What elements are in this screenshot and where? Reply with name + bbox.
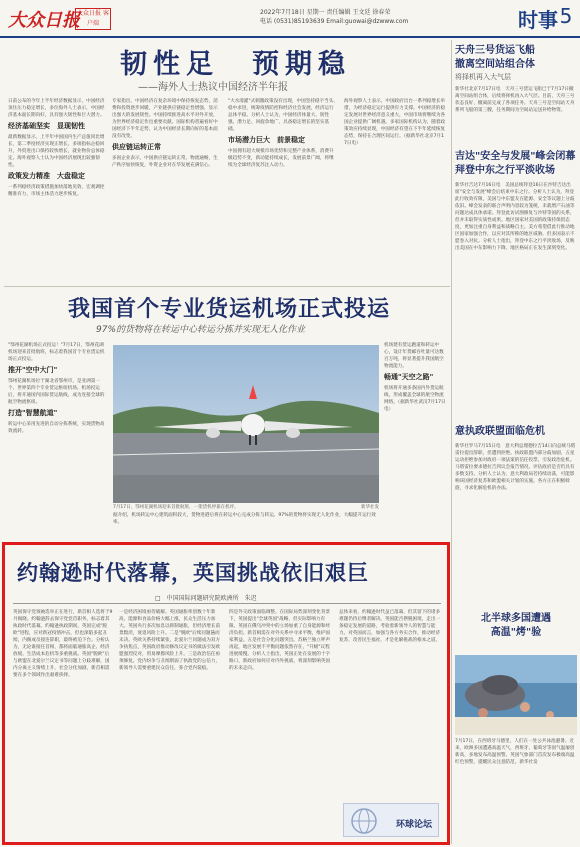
lead-subhead-3: 供应链运转正常 bbox=[112, 143, 161, 151]
app-badge: 大众日报 客户端 bbox=[75, 8, 111, 30]
lead-column-3: "大水漫灌"式刺激政策没有出现，中国坚持稳字当头、稳中求进，统筹疫情防控和经济社会发展，经济运行总体平稳。分析人士认为，中国经济体量大、韧性强、潜力足、回旋余地广，具备稳定增长的坚实基础。 市场潜力巨大 前景稳定 中国拥有超大规模市场优势和完整产业体系，消费升级趋势不变，新动能持续成长，发展前景广阔，将继续为全球经济复苏注入动力。 bbox=[228, 99, 338, 168]
featured-column-3: 四是外交政策面临调整。在国际局势深刻变化背景下，英国提出"全球英国"战略，但实际影响力有限。英国在俄乌冲突中的立场加重了自身能源和经济负担。新首相需在对外关系中寻求平衡，维护国家利益。五是社会分化问题突出。苏格兰独立呼声再起，地区发展不平衡问题依然存在，"升级"议程进展缓慢。分析人士指出，英国正处在发展的十字路口，新政府如何应对内外挑战，将深刻影响英国的未来走向。 bbox=[229, 610, 331, 671]
airport-column-1: "鄂州花湖机场正式投运！"7月17日，鄂州花湖机场迎来首批航班，标志着我国首个专业货运机场正式投运。 推开"空中大门" 鄂州花湖机场位于湖北省鄂州市，是亚洲第一个、世界第四个专业货运枢纽机场。机场投运后，将开通国内国际货运航线，成为连接全球的航空物流枢纽。 打造"智慧航道" 转运中心采用先进的自动分拣系统，实现货物高效流转。 bbox=[8, 342, 108, 537]
featured-headline: 约翰逊时代落幕，英国挑战依旧艰巨 bbox=[17, 560, 369, 585]
story-headline: 天舟三号货运飞船 bbox=[455, 45, 535, 56]
newspaper-logo: 大众日报 bbox=[8, 10, 80, 31]
story-headline: 吉达"安全与发展"峰会闭幕 bbox=[455, 151, 576, 162]
airport-column-2: 机场建有货运跑道和转运中心，设计年货邮吞吐量可达数百万吨，将显著提升我国航空物流能力。 畅通"天空之路" 机场将开通多条国内外货运航线，形成覆盖全球的航空物流网络。（据新华社武汉7月17日电） bbox=[384, 342, 448, 537]
story-headline-2: 拜登中东之行平淡收场 bbox=[455, 165, 555, 176]
featured-byline: □ 中国国际问题研究院欧洲所 朱迟 bbox=[155, 595, 257, 602]
lead-column-1: 日前公布的今年上半年经济数据显示，中国经济顶住压力稳定增长，多位海外人士表示，中国经济基本面长期向好，具有强大韧性和巨大潜力。 经济基础坚实 显现韧性 最新数据显示，上半年中国国内生产总值同比增长，第二季度经济实现正增长，多项指标企稳回升，外贸进出口保持较快增长，就业物价总体稳定。海外观察人士认为中国经济展现出较强韧性。 政策发力精准 大盘稳定 一系列稳经济政策措施加快落地见效，宏观调控精准有力，市场主体活力逐步恢复。 bbox=[8, 99, 105, 197]
masthead bbox=[0, 0, 580, 38]
story-headline: 意执政联盟面临危机 bbox=[455, 426, 545, 437]
lead-subhead-4: 市场潜力巨大 前景稳定 bbox=[228, 136, 305, 144]
featured-article bbox=[2, 542, 450, 845]
photo-caption-text: 7月17日，鄂州花湖机场迎来首批航班，一架货机停靠在机坪。 bbox=[113, 505, 239, 510]
heatwave-photo bbox=[455, 655, 577, 735]
heatwave-body: 7月17日，在西班牙马德里，人们在一处公共泳池避暑。近来，欧洲多国遭遇高温天气，西班牙、葡萄牙等国气温屡创新高，多地发布高温预警。英国气象部门首次发布极端高温红色预警，提醒民众注意防范。新华社发 bbox=[455, 739, 575, 765]
column-logo bbox=[343, 803, 439, 837]
story-body: 新华社吉达7月16日电 美国总统拜登16日在沙特吉达出席"安全与发展"峰会后结束中东之行。分析人士认为，拜登此行收效有限，美国与中东盟友在能源、安全等议题上分歧依旧。峰会发表的联合声明内容较为笼统，未就增产石油等问题达成具体承诺。拜登此访试图修复与沙特等国的关系，但并未取得实质性成果。地区国家对美国的政策持保留态度，更加注重自身利益和战略自主。美方希望借此行推动地区国家加强合作，以应对其所称的地区威胁，但多国表示不愿卷入对抗。分析人士指出，拜登中东之行平淡收场，反映出美国在中东影响力下降，地区格局正在发生深刻变化。 bbox=[455, 183, 575, 251]
airport-subheadline: 97%的货物将在转运中心转运分拣并实现无人化作业 bbox=[96, 325, 306, 335]
story-body: 新华社北京7月17日电 天舟三号货运飞船已于7月17日撤离空间站组合体，后续将择机再入大气层。目前，天舟三号状态良好，撤离前完成了各项任务。天舟三号是空间站天舟系列飞船的第三艘，任务期间为空间站运送补给物资。 bbox=[455, 87, 575, 113]
cargo-plane-photo bbox=[113, 345, 379, 503]
section-divider bbox=[4, 286, 450, 287]
page-number: 5 bbox=[559, 4, 573, 28]
story-headline-2: 高温"烤"验 bbox=[490, 627, 542, 638]
lead-subhead-1: 经济基础坚实 显现韧性 bbox=[8, 122, 85, 130]
issue-date-line: 2022年7月18日 星期一 责任编辑 王文廷 徐春荣 bbox=[260, 9, 391, 16]
sidebar-story-heat bbox=[455, 612, 577, 640]
lead-headline: 韧性足 预期稳 bbox=[120, 49, 351, 80]
featured-column-2: 一是经济困境亟待破解。英国通胀率创数十年新高，能源和食品价格大幅上涨，民众生活压力加大。英国央行多次加息以抑制通胀，但经济增长前景黯淡，衰退风险上升。二是"脱欧"后续问题悬而未决。英欧关系持续紧张，北爱尔兰问题成为双方争执焦点，英国政府推动修改议定书的做法引发欧盟强烈反对，贸易摩擦风险上升。三是政治信任亟须修复。党内纷争与丑闻削弱了执政党的公信力，新领导人需要重建民众信任，弥合党内裂痕。 bbox=[119, 610, 221, 671]
column-divider bbox=[451, 40, 452, 844]
featured-column-1: 英国保守党领袖选举正在进行，新首相人选将于9月揭晓。约翰逊辞去保守党党首职务，标志着其执政时代落幕。约翰逊执政期间，英国完成"脱欧"进程，应对新冠疫情冲击，但也深陷多起丑闻，内阁成员接连辞职，最终被迫下台。分析认为，无论谁接任首相，都将面临通胀高企、经济放缓、生活成本危机等多重挑战。英国"脱欧"后与欧盟在北爱尔兰议定书等问题上分歧难解，国内分离主义情绪上升，社会分化加剧，新首相需要在多个领域作出艰难抉择。 bbox=[13, 610, 113, 678]
airport-photo-caption bbox=[113, 504, 379, 510]
photo-credit: 新华社发 bbox=[361, 505, 379, 510]
sidebar-story-spaceship bbox=[455, 44, 577, 156]
story-subheadline: 将择机再入大气层 bbox=[455, 73, 511, 81]
globe-icon bbox=[346, 805, 386, 837]
featured-divider bbox=[13, 603, 441, 604]
featured-column-4: 总体来看，约翰逊时代虽已落幕，但其留下的诸多难题仍待后继者解决。英国能否摆脱困境，走出一条稳定发展的道路，考验着新领导人的智慧与能力。对英国而言，加强与各方务实合作，推动经济复苏，改善民生福祉，才是化解挑战的根本之道。 bbox=[339, 610, 441, 643]
airport-headline: 我国首个专业货运机场正式投运 bbox=[68, 296, 391, 322]
airport-subhead-2: 打造"智慧航道" bbox=[8, 409, 58, 417]
sidebar-story-italy bbox=[455, 425, 577, 613]
story-body: 新华社罗马7月15日电 意大利总理德拉吉14日向总统马塔雷拉提出辞职，但遭到拒绝。执政联盟内部分歧加剧，五星运动拒绝参加对政府一项法案的信任投票，引发政治危机。马塔雷拉要求德拉吉到议会报告情况，评估政府是否仍具有多数支持。分析人士认为，意大利政局若持续动荡，可能影响该国经济复苏和欧盟相关计划的实施。各方正在积极斡旋，寻求化解危机的办法。 bbox=[455, 444, 576, 491]
airport-subhead-1: 推开"空中大门" bbox=[8, 366, 58, 374]
airport-column-3: 据介绍，机场转运中心建筑面积较大，货物进港后将在转运中心完成分拣与转运，97%的货物将实现无人化作业，大幅提升运行效率。 bbox=[113, 513, 376, 525]
story-headline-2: 撤离空间站组合体 bbox=[455, 59, 535, 70]
lead-column-2: 专家指出，中国经济在复杂环境中保持恢复态势，消费和投资逐步回暖，产业链供应链稳定性增强，显示出强大的发展韧性。中国持续推进高水平对外开放，为世界经济稳定作出重要贡献。国际机构普遍看好中国经济下半年走势，认为中国经济长期向好的基本面没有改变。 供应链运转正常 多国企业表示，中国供应链运转正常，物流通畅，生产秩序加快恢复，外资企业对在华发展充满信心。 bbox=[112, 98, 222, 283]
sidebar-story-summit bbox=[455, 150, 577, 432]
lead-subheadline: ——海外人士热议中国经济半年报 bbox=[138, 82, 288, 93]
section-title: 时事 bbox=[518, 8, 558, 32]
column-logo-text: 环球论坛 bbox=[395, 820, 432, 830]
story-headline: 北半球多国遭遇 bbox=[481, 613, 551, 624]
lead-column-4: 海外观察人士表示，中国政府出台一系列稳增长举措，为经济稳定运行提供有力支撑。中国经济的稳定发展对世界经济意义重大，中国市场将继续为各国企业提供广阔机遇。多家国际机构认为，随着政策效应持续显现，中国经济有望在下半年延续恢复态势，保持在合理区间运行。（据新华社北京7月17日电） bbox=[344, 99, 446, 146]
header-meta bbox=[260, 8, 510, 26]
airport-subhead-3: 畅通"天空之路" bbox=[384, 373, 434, 381]
contact-line: 电话 (0531)85193639 Email:guowai@dzwww.com bbox=[260, 18, 409, 25]
lead-subhead-2: 政策发力精准 大盘稳定 bbox=[8, 172, 85, 180]
